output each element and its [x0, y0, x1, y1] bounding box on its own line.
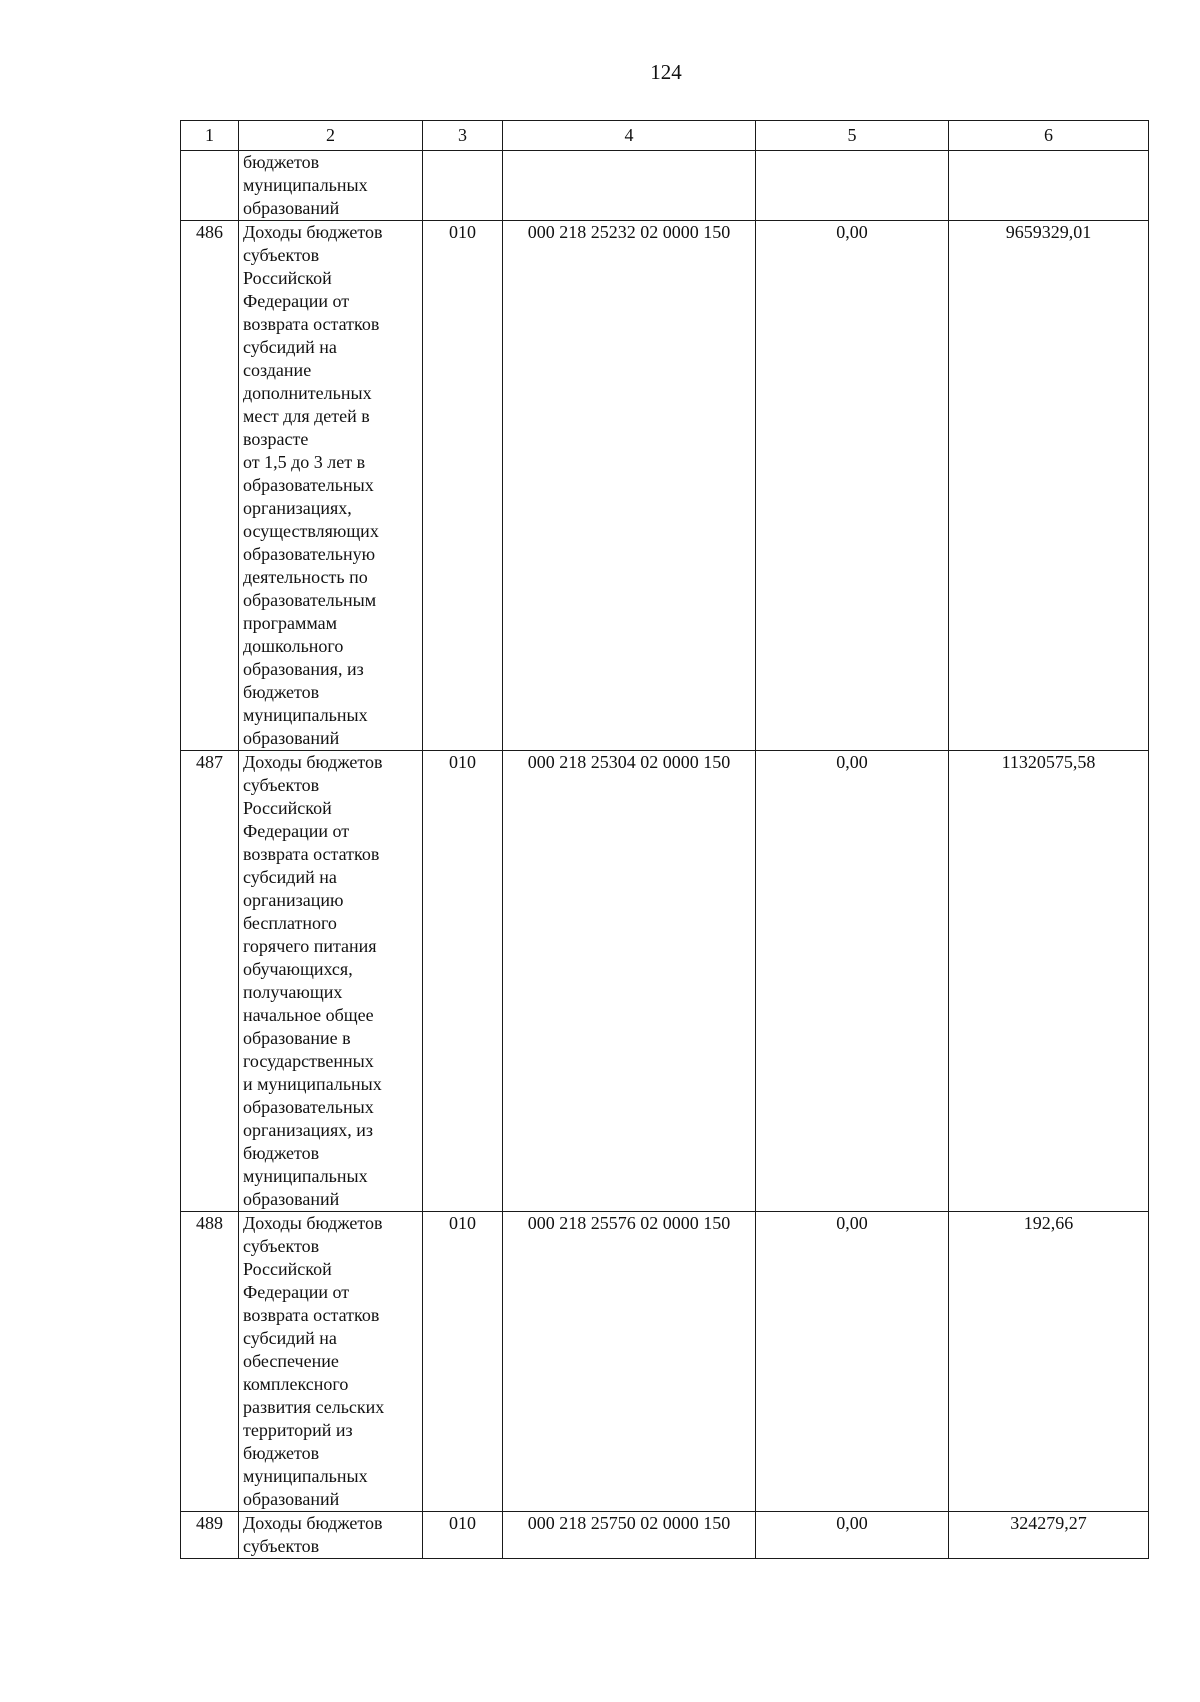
revenue-name-line: возврата остатков	[243, 1305, 380, 1325]
budget-code-cell: 000 218 25576 02 0000 150	[503, 1212, 756, 1512]
table-body	[181, 151, 1149, 1559]
revenue-name-line: муниципальных	[243, 1166, 368, 1186]
revenue-name-line: деятельность по	[243, 567, 368, 587]
revenue-name-line: бюджетов	[243, 1143, 320, 1163]
revenue-name-line: образования, из	[243, 659, 364, 679]
revenue-name-line: Федерации от	[243, 1282, 350, 1302]
table-row	[181, 221, 1149, 751]
revenue-name-line: организациях,	[243, 498, 352, 518]
revenue-name-line: бюджетов	[243, 682, 320, 702]
revenue-name-line: мест для детей в	[243, 406, 370, 426]
revenue-name-cell	[239, 751, 423, 1212]
value-col6-cell: 9659329,01	[949, 221, 1149, 751]
table-row	[181, 151, 1149, 221]
table-row	[181, 1512, 1149, 1559]
revenue-name-line: Доходы бюджетов	[243, 752, 383, 772]
admin-code-cell	[423, 151, 503, 221]
revenue-name-line: субсидий на	[243, 867, 337, 887]
revenue-name-line: муниципальных	[243, 1466, 368, 1486]
revenue-name-line: образований	[243, 198, 340, 218]
column-header-4: 4	[503, 121, 756, 151]
row-number-cell: 486	[181, 221, 239, 751]
revenue-name-line: Федерации от	[243, 821, 350, 841]
row-number-cell	[181, 151, 239, 221]
revenue-name-line: муниципальных	[243, 175, 368, 195]
revenue-name-cell	[239, 151, 423, 221]
revenue-name-line: начальное общее	[243, 1005, 374, 1025]
value-col5-cell: 0,00	[756, 221, 949, 751]
revenue-name-cell	[239, 1512, 423, 1559]
value-col5-cell: 0,00	[756, 751, 949, 1212]
row-number-cell: 487	[181, 751, 239, 1212]
revenue-name-line: Российской	[243, 798, 332, 818]
revenue-name-line: государственных	[243, 1051, 374, 1071]
revenue-name-line: от 1,5 до 3 лет в	[243, 452, 366, 472]
revenue-name-line: комплексного	[243, 1374, 349, 1394]
value-col5-cell	[756, 151, 949, 221]
revenue-name-line: программам	[243, 613, 338, 633]
value-col5-cell: 0,00	[756, 1212, 949, 1512]
revenue-name-line: бесплатного	[243, 913, 337, 933]
revenue-name-line: обучающихся,	[243, 959, 353, 979]
value-col6-cell: 11320575,58	[949, 751, 1149, 1212]
revenue-name-line: Федерации от	[243, 291, 350, 311]
revenue-name-line: Российской	[243, 268, 332, 288]
revenue-name-line: развития сельских	[243, 1397, 385, 1417]
revenue-name-line: Российской	[243, 1259, 332, 1279]
revenue-name-line: Доходы бюджетов	[243, 222, 383, 242]
page-number: 124	[650, 60, 682, 84]
column-header-5: 5	[756, 121, 949, 151]
admin-code-cell: 010	[423, 1512, 503, 1559]
revenue-name-line: возрасте	[243, 429, 309, 449]
revenue-name-line: образований	[243, 728, 340, 748]
revenue-name-line: горячего питания	[243, 936, 377, 956]
value-col6-cell: 324279,27	[949, 1512, 1149, 1559]
column-header-6: 6	[949, 121, 1149, 151]
revenue-name-line: субъектов	[243, 245, 320, 265]
revenue-name-line: субъектов	[243, 1236, 320, 1256]
revenue-name-line: создание	[243, 360, 312, 380]
admin-code-cell: 010	[423, 751, 503, 1212]
column-header-1: 1	[181, 121, 239, 151]
revenue-name-line: бюджетов	[243, 1443, 320, 1463]
revenue-name-line: образовательным	[243, 590, 377, 610]
revenue-name-line: получающих	[243, 982, 343, 1002]
admin-code-cell: 010	[423, 221, 503, 751]
revenue-name-line: Доходы бюджетов	[243, 1213, 383, 1233]
table-row	[181, 751, 1149, 1212]
revenue-name-line: образований	[243, 1489, 340, 1509]
revenue-name-line: образовательных	[243, 1097, 374, 1117]
revenue-name-cell	[239, 221, 423, 751]
revenue-name-line: субъектов	[243, 1536, 320, 1556]
revenue-name-line: субсидий на	[243, 337, 337, 357]
revenue-name-cell	[239, 1212, 423, 1512]
table-row	[181, 1212, 1149, 1512]
revenue-name-line: возврата остатков	[243, 844, 380, 864]
value-col6-cell	[949, 151, 1149, 221]
revenue-name-line: образование в	[243, 1028, 351, 1048]
revenue-name-line: дошкольного	[243, 636, 344, 656]
value-col6-cell: 192,66	[949, 1212, 1149, 1512]
revenue-name-line: Доходы бюджетов	[243, 1513, 383, 1533]
revenue-name-line: организацию	[243, 890, 344, 910]
revenue-name-line: дополнительных	[243, 383, 372, 403]
column-header-3: 3	[423, 121, 503, 151]
budget-table	[180, 120, 1149, 1559]
revenue-name-line: возврата остатков	[243, 314, 380, 334]
revenue-name-line: бюджетов	[243, 152, 320, 172]
revenue-name-line: образований	[243, 1189, 340, 1209]
budget-code-cell: 000 218 25304 02 0000 150	[503, 751, 756, 1212]
column-header-2: 2	[239, 121, 423, 151]
revenue-name-line: муниципальных	[243, 705, 368, 725]
admin-code-cell: 010	[423, 1212, 503, 1512]
budget-code-cell	[503, 151, 756, 221]
budget-code-cell: 000 218 25232 02 0000 150	[503, 221, 756, 751]
revenue-name-line: организациях, из	[243, 1120, 374, 1140]
budget-code-cell: 000 218 25750 02 0000 150	[503, 1512, 756, 1559]
revenue-name-line: осуществляющих	[243, 521, 379, 541]
revenue-name-line: субсидий на	[243, 1328, 337, 1348]
revenue-name-line: обеспечение	[243, 1351, 339, 1371]
revenue-name-line: территорий из	[243, 1420, 353, 1440]
revenue-name-line: образовательную	[243, 544, 376, 564]
row-number-cell: 488	[181, 1212, 239, 1512]
revenue-name-line: субъектов	[243, 775, 320, 795]
revenue-name-line: образовательных	[243, 475, 374, 495]
row-number-cell: 489	[181, 1512, 239, 1559]
value-col5-cell: 0,00	[756, 1512, 949, 1559]
column-number-row	[181, 121, 1149, 151]
revenue-name-line: и муниципальных	[243, 1074, 382, 1094]
